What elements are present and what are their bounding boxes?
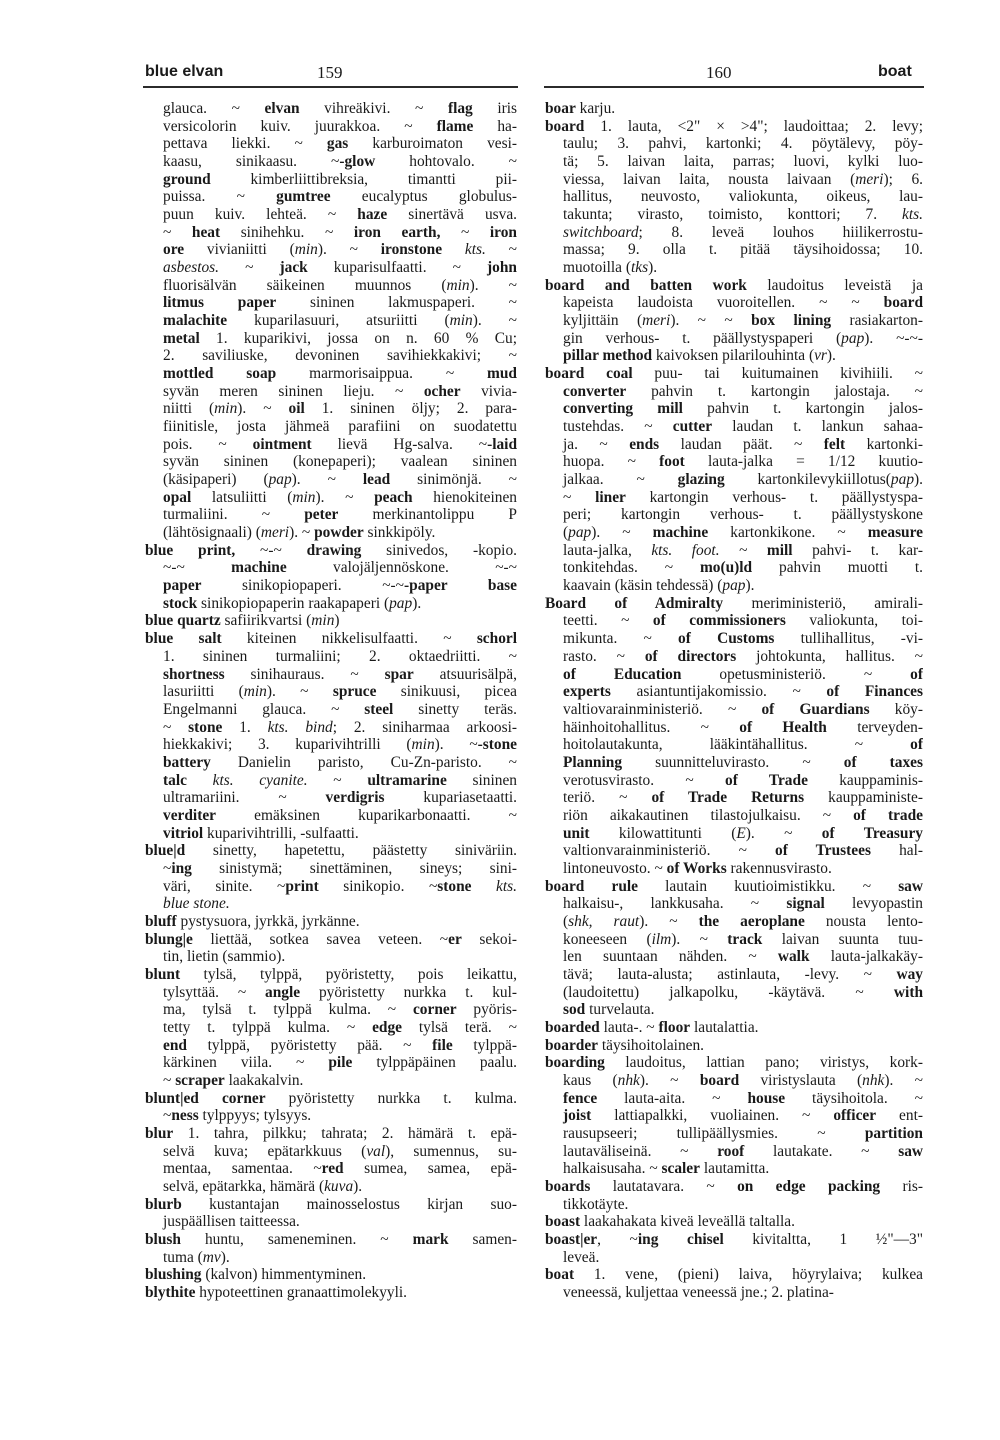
left-line-continuation: 1. sininen turmaliini; 2. oktaedriitti. ~ [163,647,517,665]
left-line-continuation: ~ scraper laakakalvin. [163,1071,304,1089]
left-line-continuation: asbestos. ~ jack kuparisulfaatti. ~ john [163,259,517,277]
left-line-continuation: blue stone. [163,895,230,913]
left-line-continuation: vitriol kuparivihtrilli, -sulfaatti. [163,824,359,842]
left-entry-line: blue salt kiteinen nikkelisulfaatti. ~ schorl [145,630,517,648]
left-column [145,100,517,1302]
right-entry-line: boast laakahakata kiveä leveällä taltalla. [545,1213,795,1231]
right-entry-line: board rule lautain kuutioimistikku. ~ saw [545,877,923,895]
left-line-continuation: talc kts. cyanite. ~ ultramarine sininen [163,771,517,789]
right-line-continuation: rausupseeri; tullipäällysmies. ~ partition [563,1124,923,1142]
right-entry-line: boarder täysihoitolainen. [545,1036,705,1054]
right-line-continuation: kyljittäin (meri). ~ ~ box lining rasiakarton- [563,312,923,330]
left-page-number: 159 [317,63,343,82]
right-line-continuation: muotoilla (tks). [563,259,658,277]
left-line-continuation: turmaliini. ~ peter merkinantolippu P [163,506,517,524]
left-entry-line: blunt tylsä, tylppä, pyöristetty, pois leikattu, [145,965,517,983]
left-line-continuation: (käsipaperi) (pap). ~ lead sinimönjä. ~ [163,471,517,489]
right-line-continuation: tävä; lauta-alusta; astinlauta, -levy. ~ way [563,965,923,983]
right-line-continuation: switchboard; 8. leveä louhos hiilikerrostu- [563,223,923,241]
left-line-continuation: stock sinikopiopaperin raakapaperi (pap). [163,594,422,612]
left-line-continuation: juspäällisen taitteessa. [163,1213,300,1231]
left-entry-line: blur 1. tahra, pilkku; tahrata; 2. hämärä t. epä- [145,1124,517,1142]
right-line-continuation: verotusvirasto. ~ of Trade kauppaminis- [563,771,923,789]
right-line-continuation: halkaisu-, lankkusaha. ~ signal levyopastin [563,895,923,913]
left-line-continuation: ma, tylsä t. tylppä kulma. ~ corner pyöris- [163,1001,517,1019]
right-line-continuation: fence lauta-aita. ~ house täysihoitola. ~ [563,1089,923,1107]
right-line-continuation: converting mill pahvin t. kartongin jalos- [563,400,923,418]
right-entry-line: boards lautatavara. ~ on edge packing ris- [545,1177,923,1195]
left-line-continuation: ~ness tylppyys; tylsyys. [163,1107,312,1125]
right-line-continuation: valtiovarainministeriö. ~ of Guardians köy- [563,700,923,718]
left-line-continuation: fiinitisle, josta jähmeä parafiini on suodatettu [163,418,517,436]
right-line-continuation: kaus (nhk). ~ board viristyslauta (nhk). ~ [563,1071,923,1089]
right-line-continuation: experts asiantuntijakomissio. ~ of Finances [563,683,923,701]
right-entry-line: boarded lauta-. ~ floor lautalattia. [545,1018,759,1036]
left-entry-line: bluff pystysuora, jyrkkä, jyrkänne. [145,912,360,930]
right-line-continuation: len suuntaan nähden. ~ walk lauta-jalkakäy- [563,948,923,966]
left-entry-line: blue quartz safiirikvartsi (min) [145,612,340,630]
right-entry-line: boar karju. [545,100,616,117]
left-entry-line: blurb kustantajan mainosselostus kirjan suo- [145,1195,517,1213]
left-line-continuation: opal latsuliitti (min). ~ peach hienokiteinen [163,488,517,506]
left-line-continuation: versicolorin kuiv. juurakkoa. ~ flame ha- [163,117,517,135]
right-line-continuation: joist lattiapalkki, vuoliainen. ~ officer ent- [563,1107,923,1125]
left-line-continuation: syvän sininen (konepaperi); vaalean sininen [163,453,517,471]
left-line-continuation: litmus paper sininen lakmuspaperi. ~ [163,294,517,312]
right-entry-line: board and batten work laudoitus leveistä ja [545,276,923,294]
left-line-continuation: niitti (min). ~ oil 1. sininen öljy; 2. para- [163,400,517,418]
left-line-continuation: väri, sinite. ~print sinikopio. ~stone kts. [163,877,517,895]
left-entry-line: blue print, ~-~ drawing sinivedos, -kopio. [145,541,517,559]
left-line-continuation: tylsyttää. ~ angle pyöristetty nurkka t. kul- [163,983,517,1001]
right-line-continuation: riön aikakautinen tilastojulkaisu. ~ of trade [563,806,923,824]
right-line-continuation: jalkaa. ~ glazing kartonkilevykiillotus(pap). [563,471,923,489]
left-line-continuation: tuma (mv). [163,1248,230,1266]
left-line-continuation: tin, lietin (sammio). [163,948,286,966]
right-line-continuation: tonkitehdas. ~ mo(u)ld pahvin muotti t. [563,559,923,577]
right-entry-line: boarding laudoitus, lattian pano; viristys, kork- [545,1054,923,1072]
right-line-continuation: tikkotäyte. [563,1195,629,1213]
right-line-continuation: tä; 5. laivan laita, parras; luovi, kylki luo- [563,153,923,171]
left-line-continuation: ~ stone 1. kts. bind; 2. siniharmaa arkoosi- [163,718,517,736]
left-line-continuation: pois. ~ ointment lievä Hg-salva. ~-laid [163,435,517,453]
right-entry-line: Board of Admiralty meriministeriö, amirali- [545,594,923,612]
left-entry-line: blunt|ed corner pyöristetty nurkka t. kulma. [145,1089,517,1107]
left-line-continuation: hiekkakivi; 3. kuparivihtrilli (min). ~-stone [163,736,517,754]
right-line-continuation: ~ liner kartongin verhous- t. päällystyspa- [563,488,923,506]
left-header-rule [143,86,518,88]
left-line-continuation: malachite kuparilasuuri, atsuriitti (min). ~ [163,312,517,330]
right-line-continuation: of Education opetusministeriö. ~ of [563,665,923,683]
right-line-continuation: rasto. ~ of directors johtokunta, hallitus. ~ [563,647,923,665]
left-entry-line: blushing (kalvon) himmentyminen. [145,1266,367,1284]
right-line-continuation: unit kilowattitunti (E). ~ of Treasury [563,824,923,842]
right-line-continuation: häinhoitohallitus. ~ of Health terveyden- [563,718,923,736]
right-line-continuation: taulu; 3. pahvi, kartonki; 4. pöytälevy, pöy- [563,135,923,153]
right-line-continuation: takunta; virasto, toimisto, konttori; 7. kts. [563,206,923,224]
right-line-continuation: hoitolautakunta, lääkintähallitus. ~ of [563,736,923,754]
left-line-continuation: kärkinen viila. ~ pile tylppäpäinen paalu. [163,1054,517,1072]
left-line-continuation: paper sinikopiopaperi. ~-~-paper base [163,577,517,595]
left-line-continuation: glauca. ~ elvan vihreäkivi. ~ flag iris [163,100,517,117]
left-line-continuation: tetty t. tylppä kulma. ~ edge tylsä terä. ~ [163,1018,517,1036]
left-running-head: blue elvan [145,63,224,80]
right-line-continuation: hallitus, neuvosto, valiokunta, oikeus, lau- [563,188,923,206]
left-line-continuation: syvän meren sininen lieju. ~ ocher vivia- [163,382,517,400]
right-line-continuation: converter pahvin t. kartongin jalostaja. ~ [563,382,923,400]
left-line-continuation: ground kimberliittibreksia, timantti pii- [163,170,517,188]
right-line-continuation: koneeseen (ilm). ~ track laivan suunta tuu- [563,930,923,948]
left-line-continuation: battery Danielin paristo, Cu-Zn-paristo. ~ [163,753,517,771]
right-line-continuation: (shk, raut). ~ the aeroplane nousta lento- [563,912,923,930]
right-line-continuation: teetti. ~ of commissioners valiokunta, toi- [563,612,923,630]
left-line-continuation: mottled soap marmorisaippua. ~ mud [163,365,517,383]
right-line-continuation: (laudoitettu) jalkapolku, -käytävä. ~ with [563,983,923,1001]
left-line-continuation: ~ing sinistymä; sinettäminen, sineys; sini- [163,859,517,877]
right-column [545,100,923,1302]
right-running-head: boat [878,63,912,80]
right-line-continuation: Planning suunnitteluvirasto. ~ of taxes [563,753,923,771]
right-line-continuation: mikunta. ~ of Customs tullihallitus, -vi- [563,630,923,648]
right-line-continuation: viessa, laivan laita, nousta laivaan (meri); 6. [563,170,923,188]
left-line-continuation: puun kuiv. lehteä. ~ haze sinertävä usva. [163,206,517,224]
right-line-continuation: ja. ~ ends laudan päät. ~ felt kartonki- [563,435,923,453]
right-line-continuation: gin verhous- t. päällystyspaperi (pap). ~-~- [563,329,923,347]
left-line-continuation: 2. saviliuske, devoninen savihiekkakivi; ~ [163,347,517,365]
left-line-continuation: pettava liekki. ~ gas karburoimaton vesi- [163,135,517,153]
right-line-continuation: kaavain (käsin tehdessä) (pap). [563,577,755,595]
right-line-continuation: pillar method kaivoksen pilarilouhinta (vr). [563,347,836,365]
right-line-continuation: huopa. ~ foot lauta-jalka = 1/12 kuutio- [563,453,923,471]
left-line-continuation: verditer emäksinen kuparikarbonaatti. ~ [163,806,517,824]
right-entry-line: board 1. lauta, <2" × >4"; laudoittaa; 2. levy; [545,117,923,135]
left-line-continuation: shortness sinihauraus. ~ spar atsuurisälpä, [163,665,517,683]
left-entry-line: blue|d sinetty, hapetettu, päästetty siniväriin. [145,842,517,860]
right-line-continuation: sod turvelauta. [563,1001,655,1019]
right-entry-line: boat 1. vene, (pieni) laiva, höyrylaiva; kulkea [545,1266,923,1284]
left-line-continuation: selvä kuva; epätarkkuus (val), sumennus, su- [163,1142,517,1160]
left-line-continuation: kaasu, sinikaasu. ~-glow hohtovalo. ~ [163,153,517,171]
right-header-rule [544,86,924,88]
right-page-number: 160 [706,63,732,82]
right-line-continuation: veneessä, kuljettaa veneessä jne.; 2. platina- [563,1284,834,1302]
right-line-continuation: (pap). ~ machine kartonkikone. ~ measure [563,524,923,542]
left-line-continuation: end tylppä, pyöristetty pää. ~ file tylppä- [163,1036,517,1054]
right-line-continuation: teriö. ~ of Trade Returns kauppaministe- [563,789,923,807]
right-entry-line: boast|er, ~ing chisel kivitaltta, 1 ½"—3" [545,1231,923,1248]
left-line-continuation: lasuriitti (min). ~ spruce sinikuusi, picea [163,683,517,701]
left-line-continuation: Engelmanni glauca. ~ steel sinetty teräs. [163,700,517,718]
left-line-continuation: (lähtösignaali) (meri). ~ powder sinkkipöly. [163,524,436,542]
left-line-continuation: ore vivianiitti (min). ~ ironstone kts. ~ [163,241,517,259]
left-entry-line: blush huntu, sameneminen. ~ mark samen- [145,1231,517,1248]
right-line-continuation: valtionvarainministeriö. ~ of Trustees hal- [563,842,923,860]
left-line-continuation: ultramariini. ~ verdigris kupariasetaatti. [163,789,517,807]
right-line-continuation: peri; kartongin verhous- t. päällystyskone [563,506,923,524]
right-line-continuation: tustehdas. ~ cutter laudan t. lankun sahaa- [563,418,923,436]
left-entry-line: blythite hypoteettinen granaattimolekyyli. [145,1284,408,1302]
left-line-continuation: ~-~ machine valojäljennöskone. ~-~ [163,559,517,577]
right-line-continuation: kapeista laudoista vuoroitellen. ~ ~ board [563,294,923,312]
left-line-continuation: mentaa, samentaa. ~red sumea, samea, epä- [163,1160,517,1178]
right-line-continuation: lautaväliseinä. ~ roof lautakate. ~ saw [563,1142,923,1160]
left-line-continuation: ~ heat sinihehku. ~ iron earth, ~ iron [163,223,517,241]
left-line-continuation: fluorisälvän säikeinen muunnos (min). ~ [163,276,517,294]
left-line-continuation: selvä, epätarkka, hämärä (kuva). [163,1177,363,1195]
left-line-continuation: puissa. ~ gumtree eucalyptus globulus- [163,188,517,206]
left-entry-line: blung|e liettää, sotkea savea veteen. ~er sekoi- [145,930,517,948]
right-entry-line: board coal puu- tai kuitumainen kivihiili. ~ [545,365,923,383]
right-line-continuation: massa; 9. olla t. pitää täysihoidossa; 10. [563,241,923,259]
right-line-continuation: leveä. [563,1248,600,1266]
right-line-continuation: halkaisusaha. ~ scaler lautamitta. [563,1160,770,1178]
right-line-continuation: lintoneuvosto. ~ of Works rakennusvirasto. [563,859,832,877]
right-line-continuation: lauta-jalka, kts. foot. ~ mill pahvi- t. kar- [563,541,923,559]
left-line-continuation: metal 1. kuparikivi, jossa on n. 60 % Cu; [163,329,517,347]
